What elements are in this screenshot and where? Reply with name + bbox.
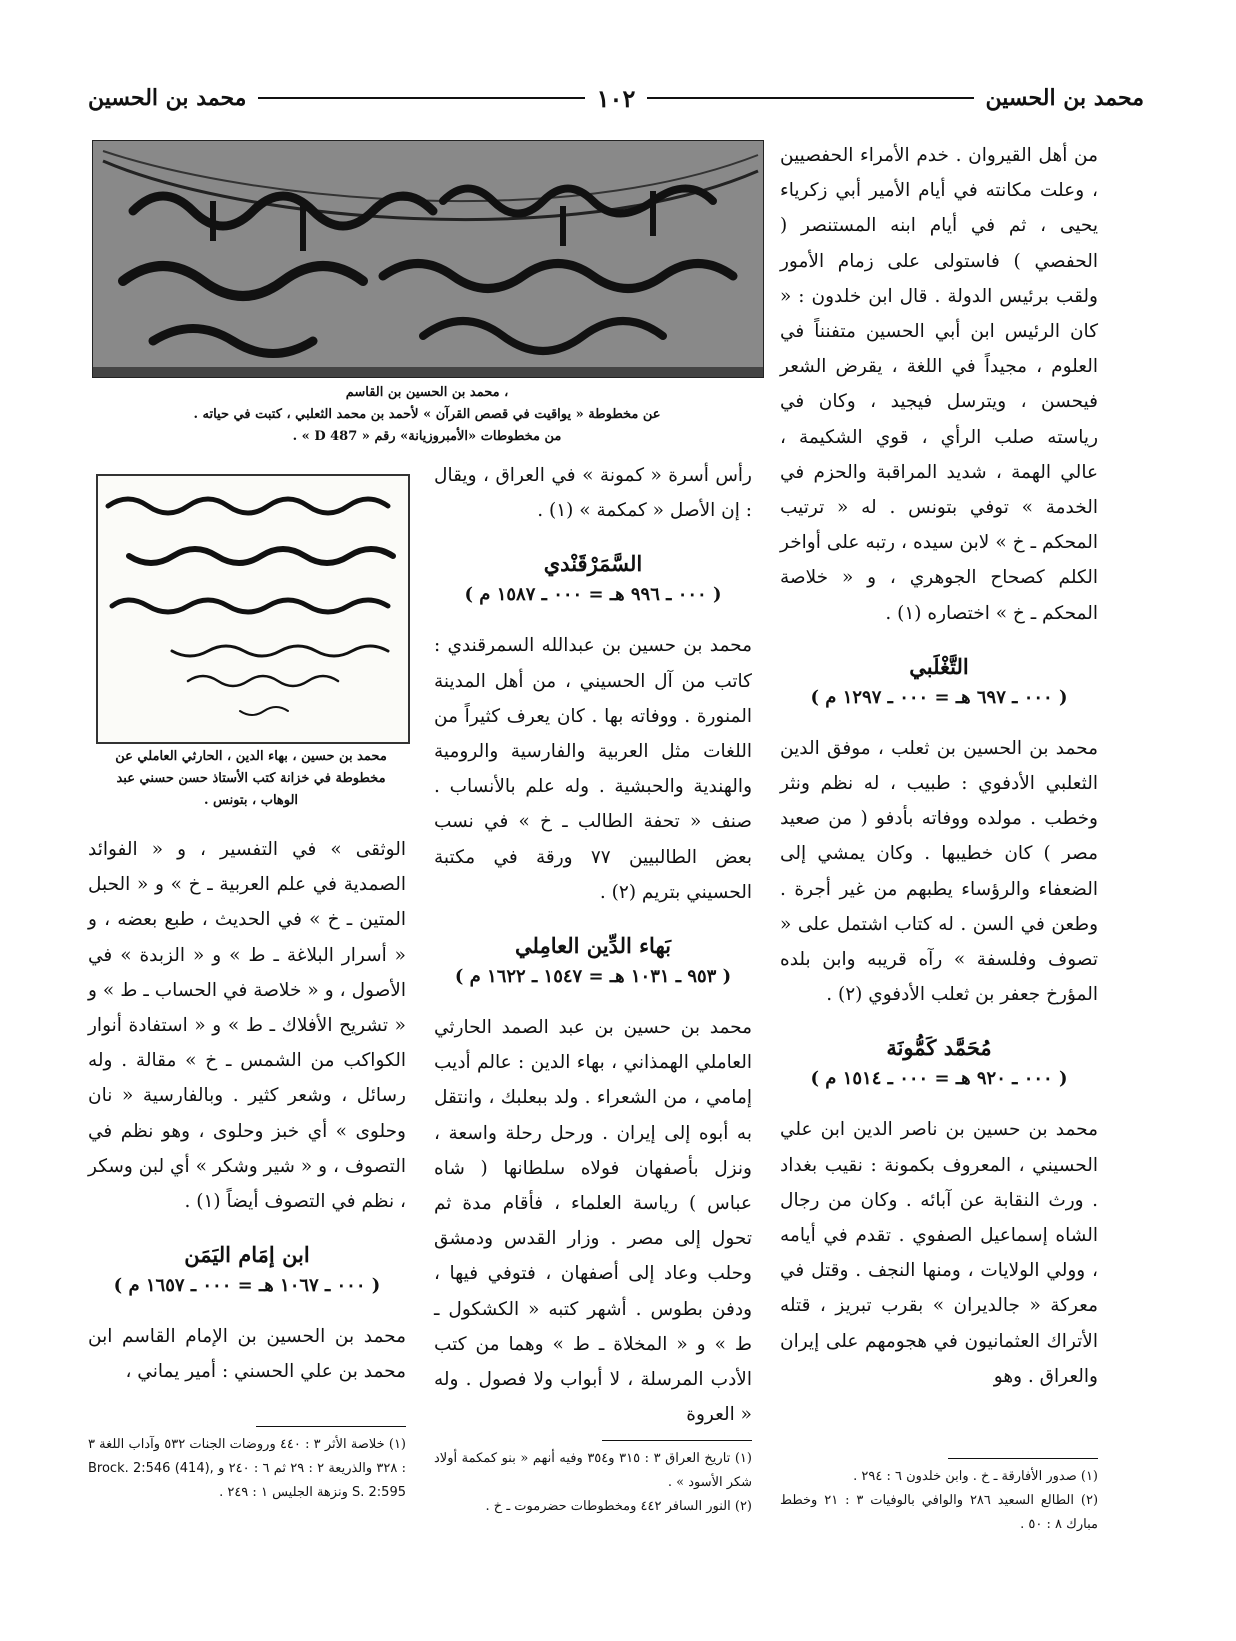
entry-text-kammuna: محمد بن حسين بن ناصر الدين ابن علي الحسيني ، المعروف بكمونة : نقيب بغداد . ورث النقابة عن آبائه . وكان من رجال الشاه إسماعيل الصفوي . تقدم في أيامه ، وولي الولايات ، ومنها النجف . وقتل في معركة « جالديران » بقرب تبريز ، قتله الأتراك العثمانيون في هجومهم على إيران والعراق . وهو: [780, 1119, 1098, 1387]
figure-2-caption: محمد بن حسين ، بهاء الدين ، الحارثي العاملي عن مخطوطة في خزانة كتب الأستاذ حسن حسني عبد الوهاب ، بتونس .: [115, 749, 387, 808]
footnotes-left: [88, 1426, 406, 1505]
footnote-middle-2: (٢) النور السافر ٤٤٢ ومخطوطات حضرموت ـ خ .: [485, 1499, 752, 1514]
right-text-continuation: من أهل القيروان . خدم الأمراء الحفصيين ، وعلت مكانته في أيام الأمير أبي زكرياء يحيى ، ثم في أيام ابنه المستنصر ( الحفصي ) فاستولى على زمام الأمور ولقب برئيس الدولة . قال ابن خلدون : « كان الرئيس ابن أبي الحسين متفنناً في العلوم ، مجيداً في اللغة ، يقرض الشعر فيحسن ، ويترسل فيجيد ، وكان في رياسته صلب الرأي ، قوي الشكيمة ، عالي الهمة ، شديد المراقبة والحزم في الخدمة » توفي بتونس . له « ترتيب المحكم ـ خ » لابن سيده ، رتبه على أواخر الكلم كصحاح الجوهري ، و « خلاصة المحكم ـ خ » اختصاره (١) .: [780, 145, 1098, 624]
footnotes-middle: [434, 1440, 752, 1519]
footnote-right-2: (٢) الطالع السعيد ٢٨٦ والوافي بالوفيات ٣ : ٢١ وخطط مبارك ٨ : ٥٠ .: [780, 1493, 1099, 1532]
entry-title-kammuna: مُحَمَّد كَمُّونَة: [886, 1035, 992, 1061]
footnote-left-1: [88, 1433, 406, 1505]
entry-text-thaalabi: محمد بن الحسين بن ثعلب ، موفق الدين الثعلبي الأدفوي : طبيب ، له نظم ونثر وخطب . مولده ووفاته بأدفو ( من صعيد مصر ) كان خطيبها . وكان يمشي إلى الضعفاء والرؤساء يطبهم من غير أجرة . وطعن في السن . له كتاب اشتمل على « تصوف وفلسفة » رآه قريبه وابن بلده المؤرخ جعفر بن ثعلب الأدفوي (٢) .: [780, 737, 1098, 1006]
running-header: [88, 78, 1144, 118]
manuscript-calligraphy-2: [98, 476, 404, 738]
entry-title-bahaa-aldin: بَهاء الدِّين العامِلي: [515, 933, 671, 959]
manuscript-image-2: [96, 474, 410, 744]
manuscript-calligraphy-1: [93, 141, 763, 377]
column-middle: [434, 458, 752, 1432]
entry-dates-bahaa-aldin: ( ٩٥٣ ـ ١٠٣١ هـ = ١٥٤٧ ـ ١٦٢٢ م ): [454, 966, 732, 988]
page-number: ١٠٢: [596, 83, 636, 113]
footnote-left-1-part-a: (١) خلاصة الأثر ٣ : ٤٤٠ وروضات الجنات ٥٣٢ وآداب اللغة ٣ : ٣٢٨ والذريعة ٢ : ٢٩ ثم ٦ : ٢٤٠ و: [88, 1437, 406, 1476]
footnote-middle-1: (١) تاريخ العراق ٣ : ٣١٥ و٣٥٤ وفيه أنهم « بنو كمكمة أولاد شكر الأسود » .: [434, 1451, 752, 1490]
entry-title-samarqandi: السَّمَرْقَنْدي: [543, 551, 643, 577]
header-left-name: محمد بن الحسين: [87, 85, 247, 111]
entry-text-bahaa-aldin: محمد بن حسين بن عبد الصمد الحارثي العاملي الهمذاني ، بهاء الدين : عالم أديب إمامي ، من الشعراء . ولد ببعلبك ، وانتقل به أبوه إلى إيران . ورحل رحلة واسعة ، ونزل بأصفهان فولاه سلطانها ( شاه عباس ) رياسة العلماء ، فأقام مدة ثم تحول إلى مصر . وزار القدس ودمشق وحلب وعاد إلى أصفهان ، فتوفي فيها ، ودفن بطوس . أشهر كتبه « الكشكول ـ ط » و « المخلاة ـ ط » وهما من كتب الأدب المرسلة ، لا أبواب ولا فصول . وله « العروة: [434, 1017, 752, 1426]
entry-text-samarqandi: محمد بن حسين بن عبدالله السمرقندي : كاتب من آل الحسيني ، من أهل المدينة المنورة . ووفاته بها . كان يعرف كثيراً من اللغات مثل العربية والفارسية والرومية والهندية والحبشية . وله علم بالأنساب . صنف « تحفة الطالب ـ خ » في نسب بعض الطالبيين ٧٧ ورقة في مكتبة الحسيني بتريم (٢) .: [434, 635, 752, 903]
figure-1-caption-line2: عن مخطوطة « يواقيت في قصص القرآن » لأحمد بن محمد الثعلبي ، كتبت في حياته .: [193, 407, 661, 422]
entry-title-thaalabi: التَّغْلَبي: [909, 653, 969, 679]
figure-1-caption-line1: ، محمد بن الحسين بن القاسم: [345, 385, 509, 400]
entry-dates-samarqandi: ( ٠٠٠ ـ ٩٩٦ هـ = ٠٠٠ ـ ١٥٨٧ م ): [464, 584, 722, 606]
footnotes-right: [780, 1458, 1098, 1537]
header-rule-left: [258, 97, 584, 99]
figure-1-caption: [92, 382, 762, 448]
manuscript-image-1: [92, 140, 764, 378]
entry-dates-ibn-imam-alyaman: ( ٠٠٠ ـ ١٠٦٧ هـ = ٠٠٠ ـ ١٦٥٧ م ): [113, 1275, 381, 1297]
entry-dates-kammuna: ( ٠٠٠ ـ ٩٢٠ هـ = ٠٠٠ ـ ١٥١٤ م ): [810, 1068, 1068, 1090]
footnote-left-1-part-b: ونزهة الجليس ١ : ٢٤٩ .: [219, 1485, 348, 1500]
entry-title-ibn-imam-alyaman: ابن إمَام اليَمَن: [184, 1242, 310, 1268]
entry-text-ibn-imam-alyaman: محمد بن الحسين بن الإمام القاسم ابن محمد بن علي الحسني : أمير يماني ،: [88, 1326, 406, 1383]
header-rule-right: [647, 97, 973, 99]
footnote-rule-left: [256, 1426, 406, 1427]
figure-1-caption-line3: من مخطوطات «الأمبروزيانة» رقم « D 487 » .: [292, 429, 562, 444]
footnote-left-1-latin: Brock. 2:546 (414), S. 2:595: [88, 1461, 406, 1500]
header-right-name: محمد بن الحسين: [985, 85, 1144, 111]
entry-dates-thaalabi: ( ٠٠٠ ـ ٦٩٧ هـ = ٠٠٠ ـ ١٢٩٧ م ): [810, 686, 1068, 708]
footnote-right-1: (١) صدور الأفارقة ـ خ . وابن خلدون ٦ : ٢٩٤ .: [853, 1469, 1098, 1484]
middle-text-continuation: رأس أسرة « كمونة » في العراق ، ويقال : إن الأصل « كمكمة » (١) .: [434, 465, 752, 522]
left-text-continuation: الوثقى » في التفسير ، و « الفوائد الصمدية في علم العربية ـ خ » و « الحبل المتين ـ خ » في الحديث ، طبع بعضه ، و « أسرار البلاغة ـ ط » و « الزبدة » في الأصول ، و « خلاصة في الحساب ـ ط » و « تشريح الأفلاك ـ ط » و « استفادة أنوار الكواكب من الشمس ـ خ » مقالة . وله رسائل ، وشعر كثير . وبالفارسية « نان وحلوى » أي خبز وحلوى ، وهو نظم في التصوف ، و « شير وشكر » أي لبن وسكر ، نظم في التصوف أيضاً (١) .: [88, 839, 406, 1213]
footnote-rule-middle: [602, 1440, 752, 1441]
footnote-rule-right: [948, 1458, 1098, 1459]
column-right: [780, 138, 1098, 1394]
column-left: [88, 832, 406, 1390]
